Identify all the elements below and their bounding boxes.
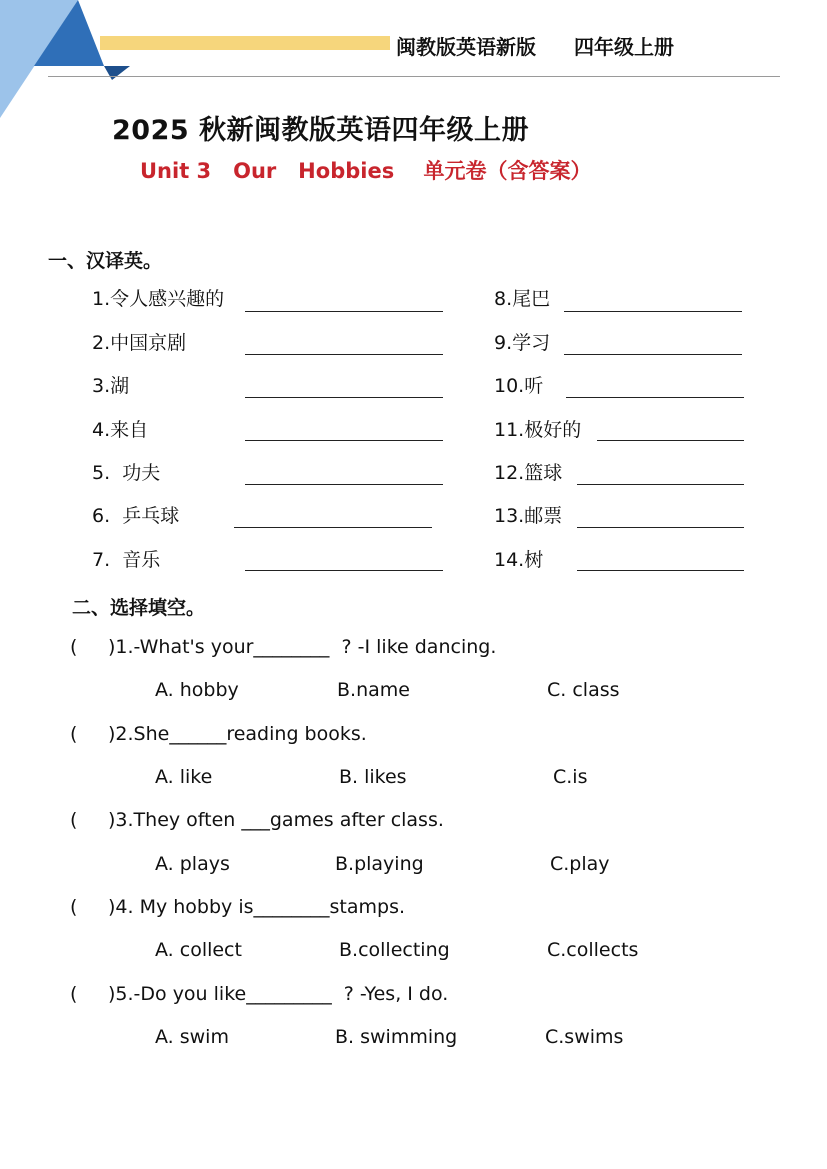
question-2-option-a[interactable]: A. like [155, 766, 213, 788]
corner-dark-triangle [104, 66, 130, 80]
question-1-text: )1.-What's your________ ? -I like dancing. [108, 636, 497, 658]
question-4-option-c[interactable]: C.collects [547, 939, 639, 961]
answer-blank-2[interactable] [245, 354, 443, 355]
vocab-item-5: 5. 功夫 [92, 462, 161, 484]
question-1-option-c[interactable]: C. class [547, 679, 620, 701]
answer-blank-7[interactable] [245, 570, 443, 571]
question-1-option-b[interactable]: B.name [337, 679, 410, 701]
answer-blank-5[interactable] [245, 484, 443, 485]
question-3-option-b[interactable]: B.playing [335, 853, 424, 875]
question-4-text: )4. My hobby is________stamps. [108, 896, 406, 918]
vocab-item-11: 11.极好的 [494, 419, 582, 441]
section2-heading: 二、选择填空。 [72, 597, 206, 619]
answer-blank-10[interactable] [566, 397, 744, 398]
question-3-option-a[interactable]: A. plays [155, 853, 230, 875]
answer-blank-11[interactable] [597, 440, 744, 441]
question-2-text: )2.She______reading books. [108, 723, 367, 745]
answer-blank-14[interactable] [577, 570, 744, 571]
vocab-item-6: 6. 乒乓球 [92, 505, 180, 527]
answer-blank-9[interactable] [564, 354, 742, 355]
header-divider [48, 76, 780, 77]
question-3-text: )3.They often ___games after class. [108, 809, 444, 831]
vocab-item-4: 4.来自 [92, 419, 149, 441]
question-5-answer-paren[interactable]: ( [70, 983, 78, 1005]
vocab-item-7: 7. 音乐 [92, 549, 161, 571]
answer-blank-3[interactable] [245, 397, 443, 398]
header-edition: 闽教版英语新版 [396, 35, 536, 59]
vocab-item-13: 13.邮票 [494, 505, 563, 527]
question-1-answer-paren[interactable]: ( [70, 636, 78, 658]
corner-decoration [0, 0, 140, 125]
vocab-item-12: 12.篮球 [494, 462, 563, 484]
question-2-option-c[interactable]: C.is [553, 766, 588, 788]
page-title: 2025 秋新闽教版英语四年级上册 [112, 115, 530, 146]
answer-blank-13[interactable] [577, 527, 744, 528]
vocab-item-8: 8.尾巴 [494, 288, 551, 310]
answer-blank-1[interactable] [245, 311, 443, 312]
vocab-item-9: 9.学习 [494, 332, 551, 354]
vocab-item-1: 1.令人感兴趣的 [92, 288, 225, 310]
vocab-item-3: 3.湖 [92, 375, 130, 397]
vocab-item-2: 2.中国京剧 [92, 332, 187, 354]
header-yellow-bar [100, 36, 390, 50]
question-2-answer-paren[interactable]: ( [70, 723, 78, 745]
question-5-option-b[interactable]: B. swimming [335, 1026, 458, 1048]
question-5-option-a[interactable]: A. swim [155, 1026, 229, 1048]
question-4-option-a[interactable]: A. collect [155, 939, 242, 961]
vocab-item-14: 14.树 [494, 549, 544, 571]
question-3-option-c[interactable]: C.play [550, 853, 610, 875]
question-5-option-c[interactable]: C.swims [545, 1026, 624, 1048]
answer-blank-12[interactable] [577, 484, 744, 485]
question-5-text: )5.-Do you like_________ ? -Yes, I do. [108, 983, 449, 1005]
answer-blank-4[interactable] [245, 440, 443, 441]
vocab-item-10: 10.听 [494, 375, 544, 397]
question-2-option-b[interactable]: B. likes [339, 766, 407, 788]
answer-blank-6[interactable] [234, 527, 432, 528]
question-1-option-a[interactable]: A. hobby [155, 679, 239, 701]
question-4-answer-paren[interactable]: ( [70, 896, 78, 918]
question-4-option-b[interactable]: B.collecting [339, 939, 450, 961]
page-subtitle: Unit 3 Our Hobbies 单元卷（含答案） [140, 159, 592, 183]
question-3-answer-paren[interactable]: ( [70, 809, 78, 831]
header-grade: 四年级上册 [574, 35, 674, 59]
section1-heading: 一、汉译英。 [48, 250, 163, 272]
answer-blank-8[interactable] [564, 311, 742, 312]
